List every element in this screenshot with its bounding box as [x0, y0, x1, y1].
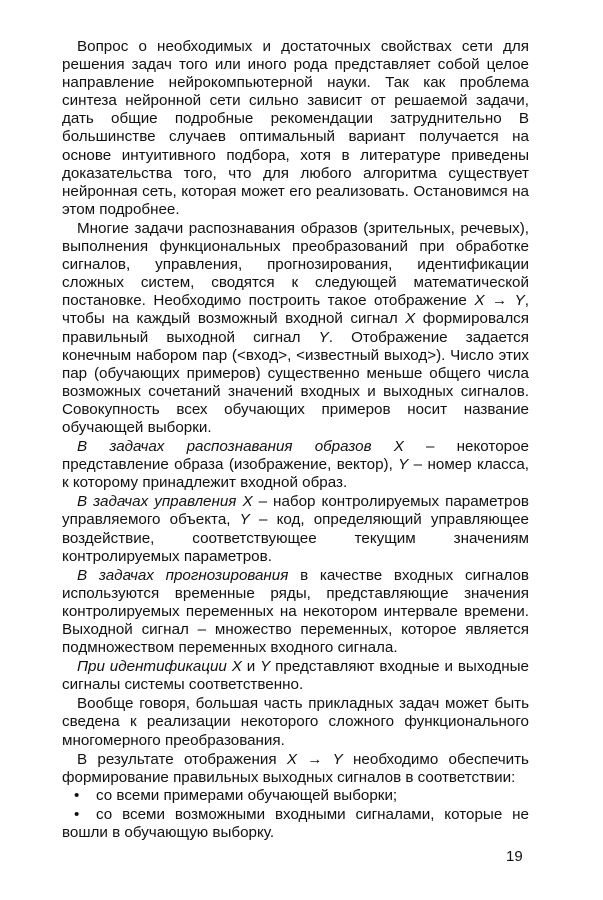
italic-text: X [286, 750, 297, 768]
text-run: Многие задачи распознавания образов (зрительных, речевых), выполнения функциональных преобразований при обработке сигналов, управления, прогнозирования, идентификации сложных систем, сводятся к следующей математической постановке. Необходимо построить такое отображение [62, 219, 529, 310]
text-run: формировался правильный выходной сигнал [62, 310, 529, 346]
paragraph [62, 695, 529, 749]
italic-text: Y [332, 750, 343, 768]
italic-text: Y [318, 328, 329, 346]
text-run: , чтобы на каждый возможный входной сигнал [62, 292, 529, 328]
text-run: – набор контролируемых параметров управляемого объекта, [62, 493, 529, 529]
text-run: Вопрос о необходимых и достаточных свойствах сети для решения задач того или иного рода представляет собой целое направление нейрокомпьютерной науки. Так как проблема синтеза нейронной сети сильно зависит от решаемой задачи, дать общие подробные рекомендации затруднительно В большинстве случаев оптимальный вариант получается на основе интуитивного подбора, хотя в литературе приведены доказательства того, что для любого алгоритма существует нейронная сеть, которая может его реализовать. Остановимся на этом подробнее. [62, 38, 529, 218]
page-number: 19 [506, 848, 523, 865]
text-run: и [241, 658, 261, 676]
italic-text: В задачах распознавания образов [77, 438, 394, 456]
list-item [62, 806, 529, 842]
paragraph [62, 493, 529, 565]
bullet-icon: • [74, 786, 80, 804]
text-run: представляют входные и выходные сигналы системы соответственно. [62, 658, 529, 694]
italic-text: X [231, 658, 242, 676]
italic-text: X [405, 310, 416, 328]
text-run: в качестве входных сигналов используются временные ряды, представляющие значения контролируемых переменных на некотором интервале времени. Выходной сигнал – множество переменных, которое является подмножеством переменных входного сигнала. [62, 566, 529, 657]
text-run: → [296, 750, 333, 768]
list-item [62, 787, 529, 805]
page-body [62, 38, 529, 842]
italic-text: Y [514, 292, 525, 310]
list-item-text: со всеми возможными входными сигналами, которые не вошли в обучающую выборку. [62, 805, 529, 842]
list-item-text: со всеми примерами обучающей выборки; [96, 786, 398, 804]
text-run: → [484, 292, 515, 310]
italic-text: X [393, 438, 404, 456]
bullet-list [62, 787, 529, 842]
italic-text: Y [398, 456, 409, 474]
text-run: – некоторое представление образа (изображение, вектор), [62, 438, 529, 474]
italic-text: Y [260, 658, 271, 676]
paragraph [62, 438, 529, 492]
paragraph [62, 220, 529, 437]
paragraph [62, 567, 529, 657]
text-run: – код, определяющий управляющее воздействие, соответствующее текущим значениям контролируемых параметров. [62, 511, 529, 565]
italic-text: В задачах прогнозирования [77, 566, 289, 584]
italic-text: Y [239, 511, 250, 529]
text-run: Вообще говоря, большая часть прикладных задач может быть сведена к реализации некоторого сложного функционального многомерного преобразования. [62, 695, 529, 749]
italic-text: X [474, 292, 485, 310]
paragraph [62, 38, 529, 219]
paragraph [62, 658, 529, 694]
text-run: – номер класса, к которому принадлежит входной образ. [62, 456, 529, 492]
text-run: . Отображение задается конечным набором пар (<вход>, <известный выход>). Число этих пар (обучающих примеров) существенно меньше общего числа возможных сочетаний значений входных и выходных сигналов. Совокупность всех обучающих примеров носит название обучающей выборки. [62, 328, 530, 436]
paragraph [62, 751, 529, 787]
text-run: необходимо обеспечить формирование правильных выходных сигналов в соответствии: [62, 750, 529, 786]
paragraphs [62, 38, 529, 787]
italic-text: При идентификации [77, 658, 227, 676]
text-run: В результате отображения [77, 750, 287, 768]
italic-text: X [242, 493, 253, 511]
bullet-icon: • [74, 805, 80, 823]
italic-text: В задачах управления [77, 493, 243, 511]
